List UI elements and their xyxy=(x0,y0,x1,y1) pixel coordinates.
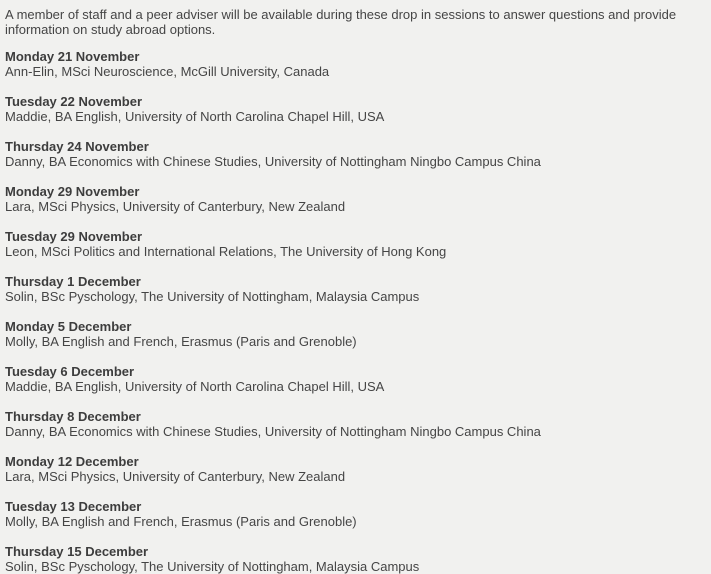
session-details: Danny, BA Economics with Chinese Studies, University of Nottingham Ningbo Campus China xyxy=(5,154,541,169)
session-details: Solin, BSc Pyschology, The University of Nottingham, Malaysia Campus xyxy=(5,289,420,304)
session-date: Tuesday 29 November xyxy=(5,229,143,244)
session-entry xyxy=(5,274,706,304)
session-entry xyxy=(5,454,706,484)
session-date: Tuesday 6 December xyxy=(5,364,135,379)
session-details: Ann-Elin, MSci Neuroscience, McGill University, Canada xyxy=(5,64,330,79)
session-date: Monday 21 November xyxy=(5,49,140,64)
intro-paragraph: A member of staff and a peer adviser will be available during these drop in sessions to answer questions and provide information on study abroad options. xyxy=(5,7,677,37)
session-entry xyxy=(5,364,706,394)
session-entry xyxy=(5,544,706,574)
session-entry xyxy=(5,229,706,259)
session-details: Molly, BA English and French, Erasmus (Paris and Grenoble) xyxy=(5,334,357,349)
session-details: Leon, MSci Politics and International Relations, The University of Hong Kong xyxy=(5,244,447,259)
session-date: Thursday 15 December xyxy=(5,544,149,559)
session-entry xyxy=(5,94,706,124)
session-date: Monday 12 December xyxy=(5,454,139,469)
session-details: Danny, BA Economics with Chinese Studies, University of Nottingham Ningbo Campus China xyxy=(5,424,541,439)
session-details: Lara, MSci Physics, University of Canterbury, New Zealand xyxy=(5,469,346,484)
session-entry xyxy=(5,499,706,529)
session-details: Maddie, BA English, University of North Carolina Chapel Hill, USA xyxy=(5,379,385,394)
session-details: Solin, BSc Pyschology, The University of Nottingham, Malaysia Campus xyxy=(5,559,420,574)
session-details: Lara, MSci Physics, University of Canterbury, New Zealand xyxy=(5,199,346,214)
session-entry xyxy=(5,139,706,169)
session-entry xyxy=(5,49,706,79)
session-entry xyxy=(5,184,706,214)
session-date: Tuesday 22 November xyxy=(5,94,143,109)
session-date: Tuesday 13 December xyxy=(5,499,142,514)
session-date: Monday 5 December xyxy=(5,319,132,334)
session-date: Thursday 24 November xyxy=(5,139,149,154)
session-date: Monday 29 November xyxy=(5,184,140,199)
session-details: Molly, BA English and French, Erasmus (Paris and Grenoble) xyxy=(5,514,357,529)
session-details: Maddie, BA English, University of North Carolina Chapel Hill, USA xyxy=(5,109,385,124)
session-entry xyxy=(5,319,706,349)
session-date: Thursday 8 December xyxy=(5,409,141,424)
session-date: Thursday 1 December xyxy=(5,274,141,289)
session-list xyxy=(5,49,706,574)
session-entry xyxy=(5,409,706,439)
